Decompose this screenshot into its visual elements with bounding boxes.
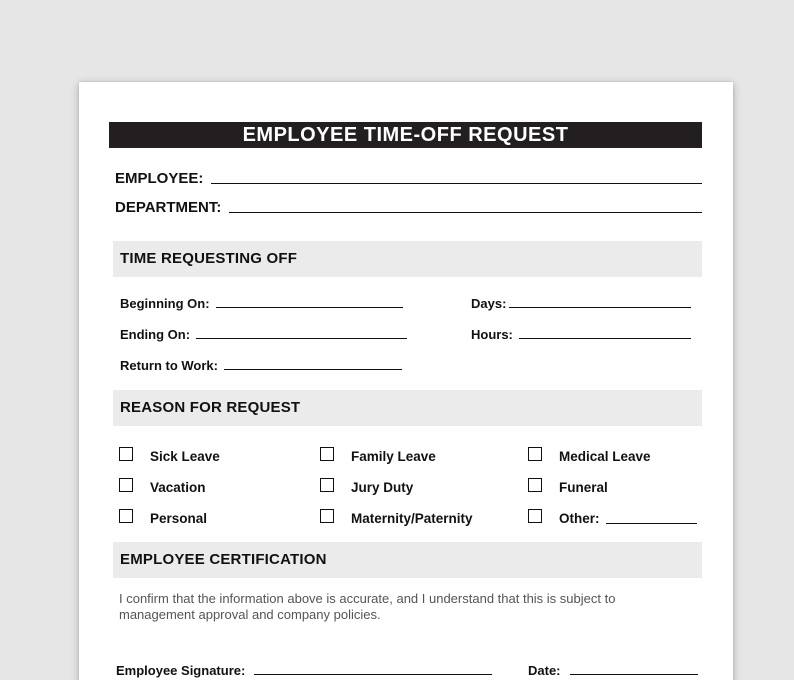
- sick-leave-label: Sick Leave: [150, 448, 220, 464]
- maternity-paternity-checkbox[interactable]: [320, 509, 334, 523]
- form-title: EMPLOYEE TIME-OFF REQUEST: [109, 122, 702, 148]
- ending-on-line[interactable]: [196, 338, 407, 339]
- employee-signature-field[interactable]: [116, 660, 492, 678]
- hours-line[interactable]: [519, 338, 691, 339]
- hours-field[interactable]: [471, 324, 691, 342]
- employee-field[interactable]: [115, 167, 702, 187]
- department-label: DEPARTMENT:: [115, 199, 222, 216]
- department-input-line[interactable]: [229, 212, 702, 213]
- personal-checkbox[interactable]: [119, 509, 133, 523]
- funeral-checkbox[interactable]: [528, 478, 542, 492]
- date-label: Date:: [528, 663, 561, 678]
- certification-statement: I confirm that the information above is accurate, and I understand that this is subject to management approval and company policies.: [119, 591, 616, 622]
- beginning-on-label: Beginning On:: [120, 296, 210, 311]
- department-field[interactable]: [115, 196, 702, 216]
- other-checkbox[interactable]: [528, 509, 542, 523]
- employee-input-line[interactable]: [211, 183, 702, 184]
- days-line[interactable]: [509, 307, 691, 308]
- date-field[interactable]: [528, 660, 698, 678]
- return-to-work-label: Return to Work:: [120, 358, 218, 373]
- employee-signature-label: Employee Signature:: [116, 663, 246, 678]
- certification-section-heading: EMPLOYEE CERTIFICATION: [113, 542, 702, 578]
- time-off-section-heading: TIME REQUESTING OFF: [113, 241, 702, 277]
- reason-option[interactable]: [119, 476, 206, 494]
- return-to-work-line[interactable]: [224, 369, 402, 370]
- other-label: Other:: [559, 510, 600, 526]
- personal-label: Personal: [150, 510, 208, 526]
- ending-on-field[interactable]: [120, 324, 407, 342]
- reason-option[interactable]: [320, 445, 436, 463]
- family-leave-label: Family Leave: [351, 448, 436, 464]
- employee-label: EMPLOYEE:: [115, 170, 204, 187]
- reason-option[interactable]: [320, 507, 473, 525]
- return-to-work-field[interactable]: [120, 355, 402, 373]
- maternity-paternity-label: Maternity/Paternity: [351, 510, 473, 526]
- jury-duty-checkbox[interactable]: [320, 478, 334, 492]
- reason-option[interactable]: [528, 476, 608, 494]
- reason-option[interactable]: [320, 476, 413, 494]
- date-line[interactable]: [570, 674, 698, 675]
- reason-option[interactable]: [119, 445, 220, 463]
- reason-option[interactable]: [528, 445, 651, 463]
- vacation-label: Vacation: [150, 479, 206, 495]
- form-sheet: [79, 82, 733, 680]
- ending-on-label: Ending On:: [120, 327, 191, 342]
- funeral-label: Funeral: [559, 479, 608, 495]
- jury-duty-label: Jury Duty: [351, 479, 414, 495]
- reason-section-heading: REASON FOR REQUEST: [113, 390, 702, 426]
- employee-signature-line[interactable]: [254, 674, 492, 675]
- medical-leave-label: Medical Leave: [559, 448, 651, 464]
- reason-option[interactable]: [528, 507, 697, 525]
- reason-option[interactable]: [119, 507, 207, 525]
- beginning-on-field[interactable]: [120, 293, 403, 311]
- sick-leave-checkbox[interactable]: [119, 447, 133, 461]
- family-leave-checkbox[interactable]: [320, 447, 334, 461]
- medical-leave-checkbox[interactable]: [528, 447, 542, 461]
- hours-label: Hours:: [471, 327, 513, 342]
- days-field[interactable]: [471, 293, 691, 311]
- days-label: Days:: [471, 296, 507, 311]
- other-input-line[interactable]: [606, 523, 697, 524]
- vacation-checkbox[interactable]: [119, 478, 133, 492]
- beginning-on-line[interactable]: [216, 307, 403, 308]
